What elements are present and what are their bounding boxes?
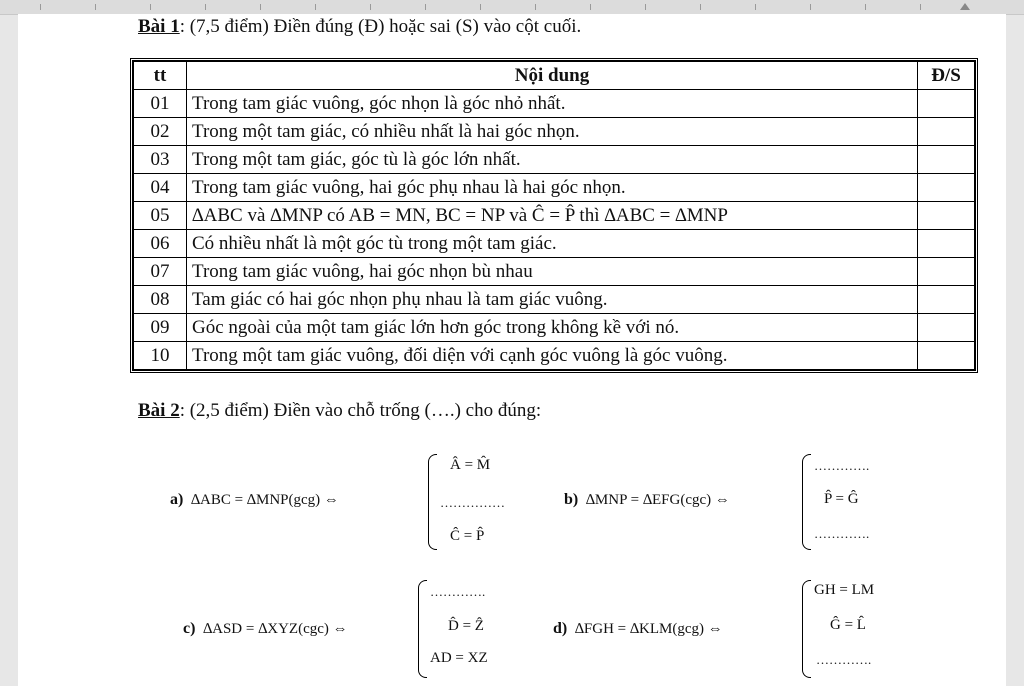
- indent-marker-icon[interactable]: [960, 3, 970, 10]
- row-content: Trong một tam giác, góc tù là góc lớn nhất.: [187, 146, 918, 174]
- bai1-text: : (7,5 điểm) Điền đúng (Đ) hoặc sai (S) vào cột cuối.: [179, 16, 582, 37]
- row-number: 01: [134, 90, 187, 118]
- row-number: 09: [134, 314, 187, 342]
- row-content: Có nhiều nhất là một góc tù trong một tam giác.: [187, 230, 918, 258]
- bai2-label: Bài 2: [138, 400, 180, 421]
- exercise-b-label: b): [564, 491, 579, 508]
- exercise-d: [553, 620, 723, 638]
- row-answer-cell[interactable]: [918, 174, 975, 202]
- row-content: Trong tam giác vuông, hai góc phụ nhau là hai góc nhọn.: [187, 174, 918, 202]
- row-content: Tam giác có hai góc nhọn phụ nhau là tam giác vuông.: [187, 286, 918, 314]
- exercise-b: [564, 491, 730, 509]
- bai1-label: Bài 1: [138, 16, 180, 37]
- row-content: Trong tam giác vuông, góc nhọn là góc nhỏ nhất.: [187, 90, 918, 118]
- row-number: 10: [134, 342, 187, 370]
- table-row: [134, 314, 975, 342]
- table-row: [134, 286, 975, 314]
- table-row: [134, 146, 975, 174]
- row-answer-cell[interactable]: [918, 230, 975, 258]
- exercise-a-expr: ∆ABC = ∆MNP(gcg) ⇔: [190, 492, 339, 508]
- exercise-d-line-3[interactable]: ………….: [816, 652, 872, 667]
- row-content: Trong một tam giác, có nhiều nhất là hai góc nhọn.: [187, 118, 918, 146]
- table-row: [134, 90, 975, 118]
- row-content: Trong tam giác vuông, hai góc nhọn bù nhau: [187, 258, 918, 286]
- row-answer-cell[interactable]: [918, 258, 975, 286]
- row-answer-cell[interactable]: [918, 314, 975, 342]
- header-tt: tt: [134, 62, 187, 90]
- document-page: [18, 14, 1006, 686]
- table-row: [134, 230, 975, 258]
- exercise-c-label: c): [183, 620, 196, 637]
- row-content: ∆ABC và ∆MNP có AB = MN, BC = NP và Ĉ = P̂ thì ∆ABC = ∆MNP: [187, 202, 918, 230]
- row-number: 08: [134, 286, 187, 314]
- exercise-b-line-2: P̂ = Ĝ: [824, 491, 859, 507]
- header-ds: Đ/S: [918, 62, 975, 90]
- table-row: [134, 118, 975, 146]
- true-false-table: [130, 58, 978, 373]
- exercise-d-line-2: Ĝ = L̂: [830, 617, 866, 633]
- exercise-b-expr: ∆MNP = ∆EFG(cgc) ⇔: [585, 492, 730, 508]
- exercise-a-line-3: Ĉ = P̂: [450, 528, 485, 544]
- exercise-c-line-2: D̂ = Ẑ: [448, 618, 484, 634]
- exercise-c-line-3: AD = XZ: [430, 650, 488, 666]
- exercise-d-line-1: GH = LM: [814, 582, 875, 598]
- row-number: 05: [134, 202, 187, 230]
- exercise-c: [183, 620, 348, 638]
- brace-a: [428, 454, 437, 550]
- row-answer-cell[interactable]: [918, 90, 975, 118]
- exercise-a-line-2[interactable]: ……………: [440, 495, 505, 510]
- brace-d: [802, 580, 811, 678]
- exercise-a: [170, 491, 339, 509]
- brace-c: [418, 580, 427, 678]
- table-row: [134, 258, 975, 286]
- exercise-d-label: d): [553, 620, 568, 637]
- table-row: [134, 342, 975, 370]
- row-content: Góc ngoài của một tam giác lớn hơn góc trong không kề với nó.: [187, 314, 918, 342]
- exercise-c-expr: ∆ASD = ∆XYZ(cgc) ⇔: [202, 621, 348, 637]
- table-row: [134, 174, 975, 202]
- table-row: [134, 202, 975, 230]
- row-answer-cell[interactable]: [918, 118, 975, 146]
- header-content: Nội dung: [187, 62, 918, 90]
- bai2-heading: [138, 400, 541, 422]
- row-number: 07: [134, 258, 187, 286]
- row-number: 02: [134, 118, 187, 146]
- row-answer-cell[interactable]: [918, 286, 975, 314]
- exercise-a-label: a): [170, 491, 184, 508]
- row-answer-cell[interactable]: [918, 342, 975, 370]
- exercise-d-expr: ∆FGH = ∆KLM(gcg) ⇔: [574, 621, 723, 637]
- row-content: Trong một tam giác vuông, đối diện với cạnh góc vuông là góc vuông.: [187, 342, 918, 370]
- exercise-b-line-3[interactable]: ………….: [814, 526, 870, 541]
- row-answer-cell[interactable]: [918, 202, 975, 230]
- exercise-a-line-1: Â = M̂: [450, 457, 491, 473]
- row-number: 06: [134, 230, 187, 258]
- bai2-text: : (2,5 điểm) Điền vào chỗ trống (….) cho đúng:: [179, 400, 542, 421]
- ruler: [0, 0, 1024, 15]
- table-header-row: [134, 62, 975, 90]
- row-answer-cell[interactable]: [918, 146, 975, 174]
- exercise-c-line-1[interactable]: ………….: [430, 584, 486, 599]
- row-number: 03: [134, 146, 187, 174]
- bai1-heading: [138, 16, 581, 38]
- row-number: 04: [134, 174, 187, 202]
- exercise-b-line-1[interactable]: ………….: [814, 458, 870, 473]
- brace-b: [802, 454, 811, 550]
